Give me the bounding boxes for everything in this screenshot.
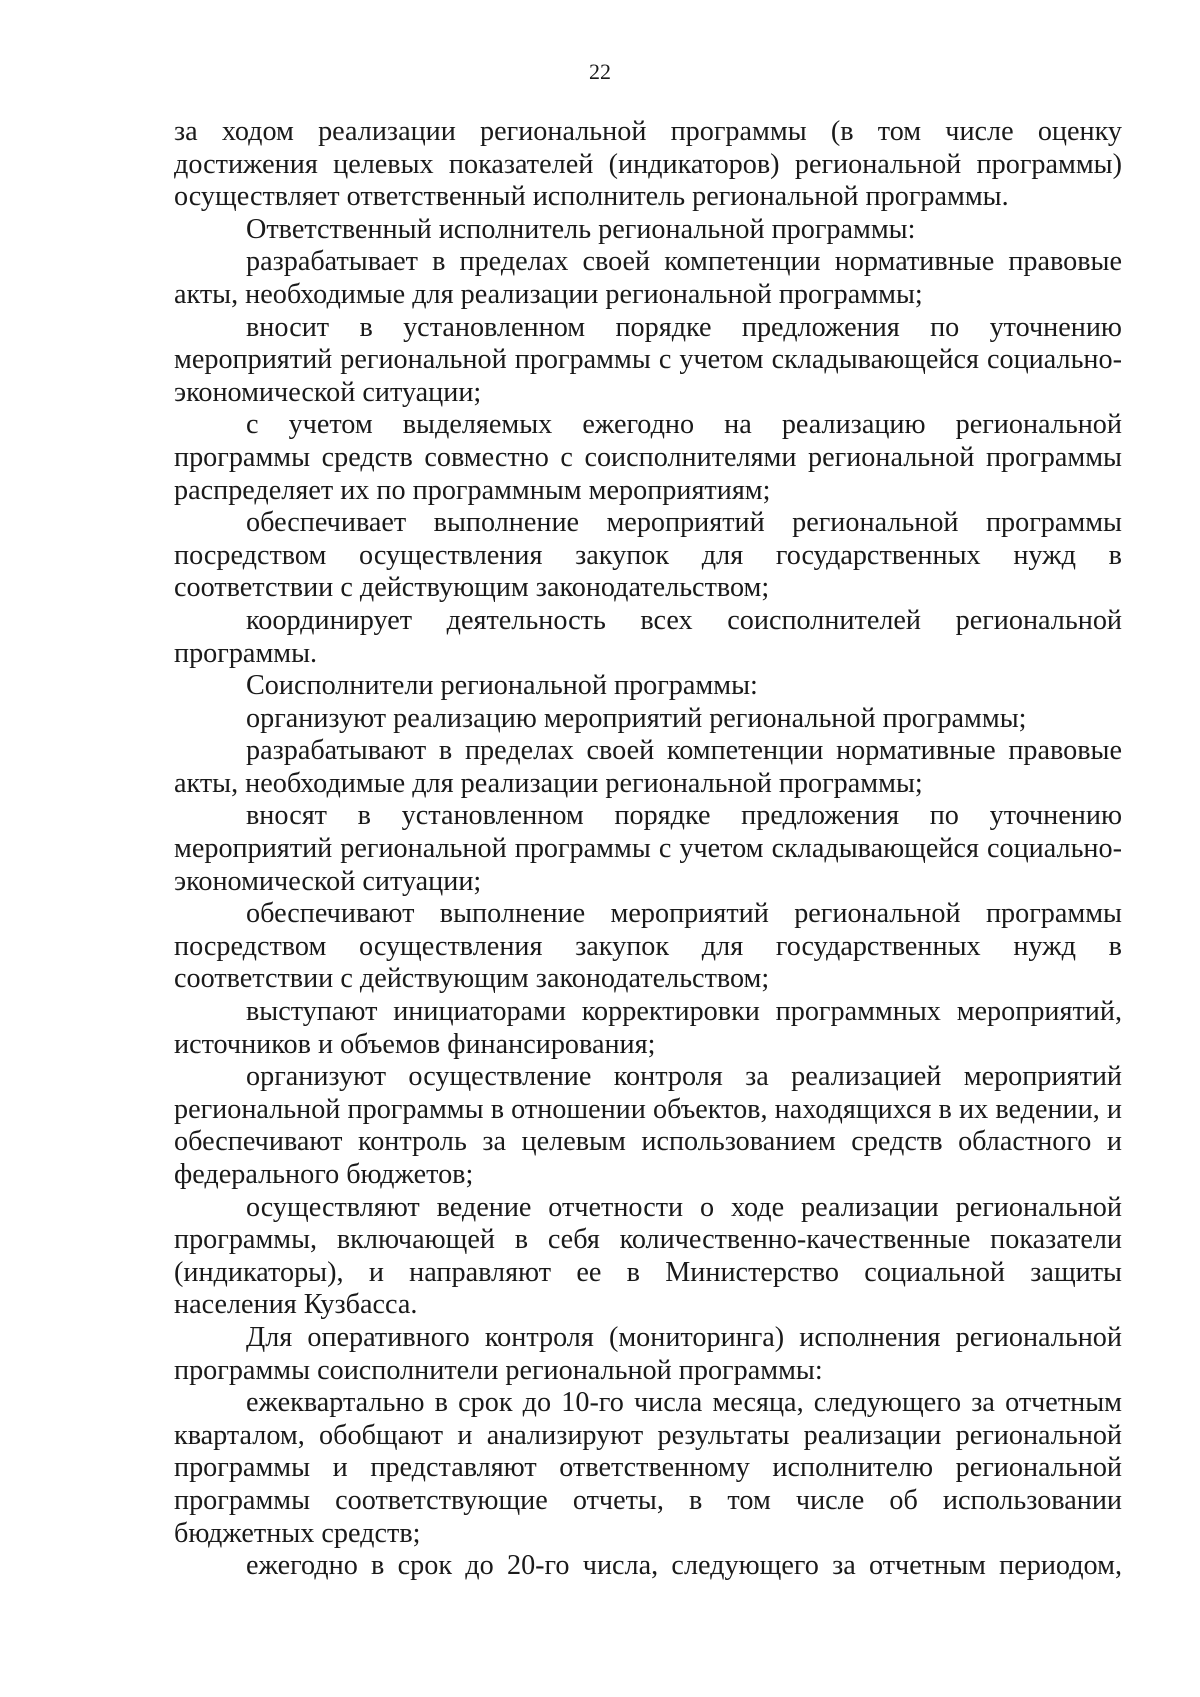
paragraph: с учетом выделяемых ежегодно на реализацию региональной программы средств совместно с соисполнителями региональной программы распределяет их по программным мероприятиям;	[174, 409, 1122, 506]
paragraph: обеспечивают выполнение мероприятий региональной программы посредством осуществления закупок для государственных нужд в соответствии с действующим законодательством;	[174, 898, 1122, 995]
paragraph: вносит в установленном порядке предложения по уточнению мероприятий региональной программы с учетом складывающейся социально-экономической ситуации;	[174, 311, 1122, 408]
paragraph: ежегодно в срок до 20-го числа, следующего за отчетным периодом,	[246, 1550, 1122, 1582]
paragraph: разрабатывают в пределах своей компетенции нормативные правовые акты, необходимые для реализации региональной программы;	[174, 735, 1122, 799]
paragraph: Для оперативного контроля (мониторинга) исполнения региональной программы соисполнители региональной программы:	[174, 1321, 1122, 1386]
paragraph: обеспечивает выполнение мероприятий региональной программы посредством осуществления закупок для государственных нужд в соответствии с действующим законодательством;	[174, 507, 1122, 604]
paragraph: координирует деятельность всех соисполнителей региональной программы.	[174, 604, 1122, 669]
paragraph: вносят в установленном порядке предложения по уточнению мероприятий региональной программы с учетом складывающейся социально-экономической ситуации;	[174, 800, 1122, 897]
paragraph: организуют реализацию мероприятий региональной программы;	[246, 702, 1027, 734]
document-body	[174, 116, 1122, 1583]
paragraph: выступают инициаторами корректировки программных мероприятий, источников и объемов финансирования;	[174, 996, 1122, 1060]
page-number: 22	[589, 59, 611, 84]
paragraph: осуществляют ведение отчетности о ходе реализации региональной программы, включающей в себя количественно-качественные показатели (индикаторы), и направляют ее в Министерство социальной защиты населения Кузбасса.	[174, 1191, 1122, 1321]
paragraph: Ответственный исполнитель региональной программы:	[246, 213, 916, 245]
paragraph: ежеквартально в срок до 10-го числа месяца, следующего за отчетным кварталом, обобщают и анализируют результаты реализации региональной программы и представляют ответственному исполнителю региональной программы соответствующие отчеты, в том числе об использовании бюджетных средств;	[174, 1387, 1122, 1549]
paragraph: организуют осуществление контроля за реализацией мероприятий региональной программы в отношении объектов, находящихся в их ведении, и обеспечивают контроль за целевым использованием средств областного и федерального бюджетов;	[174, 1061, 1122, 1190]
paragraph: разрабатывает в пределах своей компетенции нормативные правовые акты, необходимые для реализации региональной программы;	[174, 246, 1122, 310]
paragraph: Соисполнители региональной программы:	[246, 670, 758, 702]
paragraph: за ходом реализации региональной программы (в том числе оценку достижения целевых показателей (индикаторов) региональной программы) осуществляет ответственный исполнитель региональной программы.	[174, 116, 1122, 213]
